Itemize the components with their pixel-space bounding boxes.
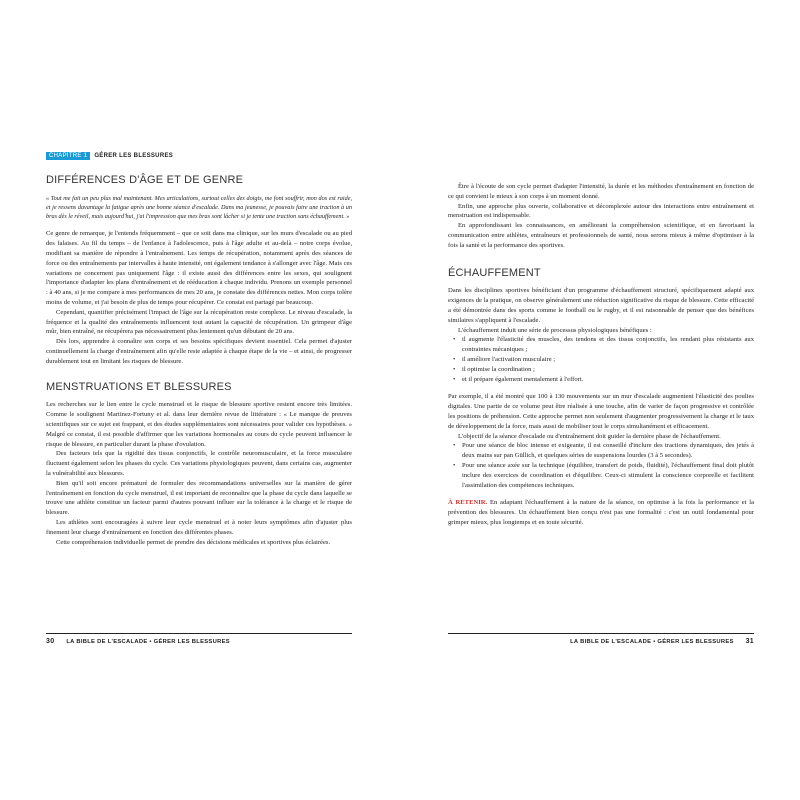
section-title-menstruation: MENSTRUATIONS ET BLESSURES	[46, 380, 232, 393]
footer-rule	[46, 633, 352, 634]
retain-box	[448, 498, 754, 527]
paragraph: Des facteurs tels que la rigidité des tissus conjonctifs, le contrôle neuromusculaire, et la force musculaire fluctuent également selon les phases du cycle. Ces variations physiologiques peuvent, dans certains cas, augmenter la vulnérabilité aux blessures.	[46, 450, 352, 477]
paragraph: Les athlètes sont encouragées à suivre leur cycle menstruel et à noter leurs symptômes afin d'ajuster plus finement leur charge d'entraînement en fonction des différentes phases.	[46, 518, 352, 536]
left-column	[46, 176, 352, 547]
footer-left	[46, 638, 230, 645]
list-item: • il améliore l'activation musculaire ;	[462, 355, 754, 365]
paragraph: Cette compréhension individuelle permet de prendre des décisions médicales et sportives plus éclairées.	[56, 538, 331, 546]
paragraph: Par exemple, il a été montré que 100 à 130 mouvements sur un mur d'escalade augmentent l'élasticité des poulies digitales. Une partie de ce volume peut être réalisée à une touche, afin de varier de façon progressive et contrôlée les positions de préhension. Cette approche permet non seulement d'augmenter progressivement la charge et le taux de développement de la force, mais aussi de mobiliser tout le corps simultanément et efficacement.	[448, 393, 754, 430]
running-footer: LA BIBLE DE L'ESCALADE • GÉRER LES BLESSURES	[570, 639, 734, 645]
page-number: 31	[745, 638, 754, 645]
paragraph: Bien qu'il soit encore prématuré de formuler des recommandations universelles sur la manière de gérer l'entraînement en fonction du cycle menstruel, il est important de reconnaître que la phase du cycle dans laquelle se trouve une athlète constitue un facteur parmi d'autres pouvant influer sur la tolérance à la charge et le risque de blessure.	[46, 479, 352, 517]
list-item: • il augmente l'élasticité des muscles, des tendons et des tissus conjonctifs, les rendant plus résistants aux contraintes mécaniques ;	[462, 335, 754, 355]
list-item: • et il prépare également mentalement à l'effort.	[462, 375, 754, 385]
paragraph: Être à l'écoute de son cycle permet d'adapter l'intensité, la durée et les méthodes d'entraînement en fonction de ce qui convient le mieux à son corps à un moment donné.	[448, 183, 754, 200]
chapter-number: CHAPITRE 1	[46, 152, 90, 160]
footer-rule	[448, 633, 754, 634]
chapter-tag	[46, 152, 173, 160]
section-title-age-gender: DIFFÉRENCES D'ÂGE ET DE GENRE	[46, 174, 244, 186]
session-list	[448, 441, 754, 490]
paragraph: L'échauffement induit une série de processus physiologiques bénéfiques :	[458, 326, 652, 334]
list-item: • Pour une séance axée sur la technique (équilibre, transfert de poids, fluidité), l'échauffement final doit plutôt inclure des exercices de coordination et d'équilibre. Ceux-ci stimulent la conscience corporelle et facilitent l'assimilation des compétences techniques.	[462, 461, 754, 490]
footer-right	[448, 638, 754, 645]
chapter-title: GÉRER LES BLESSURES	[94, 153, 174, 159]
paragraph: Cependant, quantifier précisément l'impact de l'âge sur la récupération reste complexe. Le niveau d'escalade, la fréquence et la qualité des entraînements influencent tout autant la capacité de récupération. Un grimpeur d'âge mûr, bien entraîné, ne récupérera pas nécessairement plus lentement qu'un débutant de 20 ans.	[46, 308, 352, 336]
right-column	[448, 182, 754, 528]
benefits-list	[448, 335, 754, 384]
list-item: • Pour une séance de bloc intense et exigeante, il est conseillé d'inclure des tractions dynamiques, des jetés à deux mains sur pan Güllich, et quelques séries de suspensions lourdes (3 à 5 secondes).	[462, 441, 754, 461]
quote: « Tout me fait un peu plus mal maintenant. Mes articulations, surtout celles des doigts, me font souffrir, mon dos est raide, et je ressens davantage la fatigue après une bonne séance d'escalade. Dans ma jeunesse, je pouvais faire une traction à un bras dès le réveil, mais aujourd'hui, j'ai l'impression que mes bras sont lâcher si je tente une traction sans échauffement. »	[46, 194, 352, 221]
page-number: 30	[46, 638, 55, 645]
paragraph: L'objectif de la séance d'escalade ou d'entraînement doit guider la dernière phase de l'échauffement.	[458, 432, 721, 440]
right-page	[400, 0, 800, 800]
list-item: • il optimise la coordination ;	[462, 365, 754, 375]
paragraph: Ce genre de remarque, je l'entends fréquemment – que ce soit dans ma clinique, sur les murs d'escalade ou au pied des falaises. Au fil du temps – de l'enfance à l'adolescence, puis à l'âge adulte et au-delà – notre corps évolue, modifiant sa manière de répondre à l'entraînement. Les temps de récupération, notamment après des séances de force ou des entraînements par intervalles à haute intensité, ont également tendance à s'allonger avec l'âge. Mais ces variations ne concernent pas uniquement l'âge : il existe aussi des différences entre les sexes, qui soulignent l'importance d'adapter les plans d'entraînement et de rééducation à chaque individu. Prenons un exemple personnel : à 40 ans, si je me compare à mes performances de mes 20 ans, je constate des différences nettes. Mon corps tolère moins de volume, et j'ai besoin de plus de temps pour récupérer. Ce constat est partagé par beaucoup.	[46, 230, 352, 306]
paragraph: Dès lors, apprendre à connaître son corps et ses besoins spécifiques devient essentiel. Cela permet d'ajuster continuellement la charge d'entraînement afin qu'elle reste adaptée à chaque étape de la vie – et ainsi, de progresser durablement tout en limitant les risques de blessure.	[46, 338, 352, 365]
paragraph: Dans les disciplines sportives bénéficiant d'un programme d'échauffement structuré, spécifiquement adapté aux exigences de la pratique, on observe généralement une réduction significative du risque de blessure. Cette efficacité a été démontrée dans des sports comme le football ou le rugby, et il est raisonnable de penser que des bénéfices similaires s'appliquent à l'escalade.	[448, 287, 754, 324]
running-footer: LA BIBLE DE L'ESCALADE • GÉRER LES BLESSURES	[66, 639, 230, 645]
paragraph: Enfin, une approche plus ouverte, collaborative et décomplexée autour des interactions entre entraînement et menstruation est indispensable.	[448, 202, 754, 220]
retain-text: En adaptant l'échauffement à la nature de la séance, on optimise à la fois la performance et la prévention des blessures. Un échauffement bien conçu n'est pas une formalité : c'est un outil fondamental pour grimper mieux, plus longtemps et en toute sécurité.	[448, 499, 755, 526]
section-title-warmup: ÉCHAUFFEMENT	[448, 266, 541, 279]
paragraph: En approfondissant les connaissances, en améliorant la compréhension scientifique, et en favorisant la communication entre athlètes, entraîneurs et professionnels de santé, nous serons mieux à même d'optimiser à la fois la santé et la performance des sportives.	[448, 222, 754, 249]
paragraph: Les recherches sur le lien entre le cycle menstruel et le risque de blessure sportive restent encore très limitées. Comme le soulignent Martinez-Fortuny et al. dans leur dernière revue de littérature : « Le manque de preuves scientifiques sur ce sujet est frappant, et des études supplémentaires sont nécessaires pour valider ces hypothèses. » Malgré ce constat, il est possible d'affirmer que les variations hormonales au cours du cycle peuvent influencer le risque de blessure, en particulier durant la phase d'ovulation.	[46, 401, 352, 448]
retain-label: À RETENIR.	[448, 499, 488, 507]
